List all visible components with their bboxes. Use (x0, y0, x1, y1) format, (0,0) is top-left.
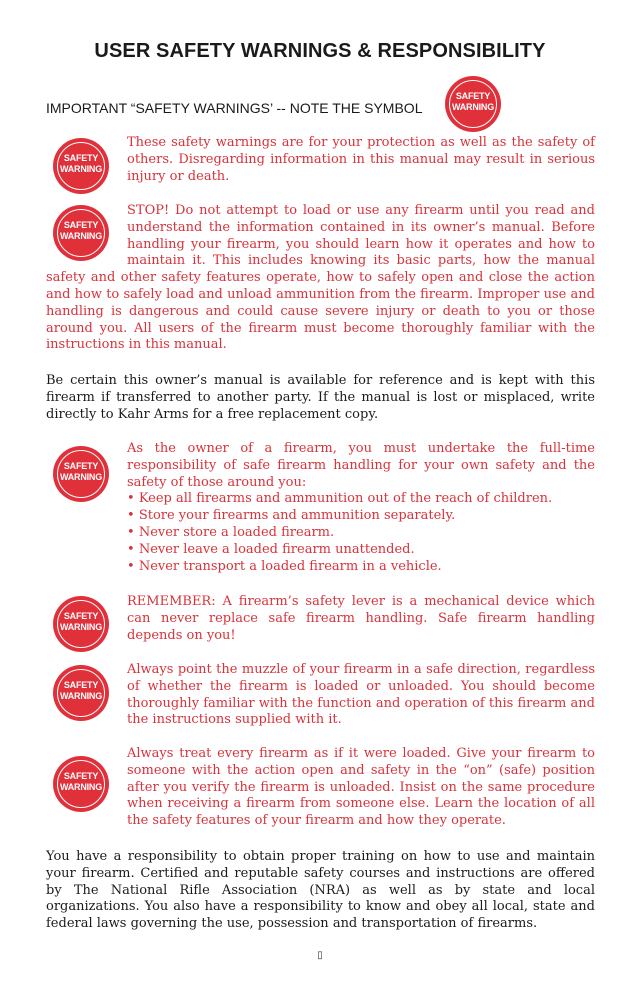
seal-line1: SAFETY (63, 461, 99, 471)
seal-line2: WARNING (451, 102, 495, 112)
seal-spacer (46, 203, 127, 270)
seal-line1: SAFETY (63, 771, 99, 781)
warning-protection: These safety warnings are for your protection as well as the safety of others. Disregarding information in this manual may result in serious injury or death. (127, 135, 595, 184)
manual-availability-note: Be certain this owner’s manual is available for reference and is kept with this firearm if transferred to another party. If the manual is lost or misplaced, write directly to Kahr Arms for a free replacement copy. (46, 373, 595, 422)
safety-warning-seal-icon (53, 446, 109, 502)
seal-line2: WARNING (59, 472, 103, 482)
safety-warning-seal-icon (53, 756, 109, 812)
warning-owner-intro: As the owner of a firearm, you must undertake the full-time responsibility of safe firearm handling for your own safety and the safety of those around you: (127, 441, 595, 490)
important-note: IMPORTANT “SAFETY WARNINGS’ -- NOTE THE SYMBOL (46, 100, 423, 116)
seal-line2: WARNING (59, 782, 103, 792)
page-number: ▯ (317, 950, 323, 961)
seal-line2: WARNING (59, 691, 103, 701)
warning-remember: REMEMBER: A firearm’s safety lever is a mechanical device which can never replace safe firearm handling. Safe firearm handling depends on you! (127, 594, 595, 643)
warning-treat-as-loaded: Always treat every firearm as if it were loaded. Give your firearm to someone with the action open and safety in the “on” (safe) position after you verify the firearm is unloaded. Insist on the same procedure when receiving a firearm from someone else. Learn the location of all the safety features of your firearm and how they operate. (127, 746, 595, 829)
seal-line1: SAFETY (63, 220, 99, 230)
safety-warning-seal-icon (53, 665, 109, 721)
list-item: • Never transport a loaded firearm in a vehicle. (127, 559, 595, 576)
warning-owner (127, 441, 595, 575)
safety-warning-seal-icon (445, 76, 501, 132)
warning-stop-text: STOP! Do not attempt to load or use any firearm until you read and understand the information contained in its owner’s manual. Before handling your firearm, you should learn how it operates and how to maintain it. This includes knowing its basic parts, how the manual safety and other safety features operate, how to safely open and close the action and how to safely load and unload ammunition from the firearm. Improper use and handling is dangerous and could cause severe injury or death to you or those around you. All users of the firearm must become thoroughly familiar with the instructions in this manual. (46, 203, 595, 353)
seal-line1: SAFETY (63, 680, 99, 690)
seal-line2: WARNING (59, 622, 103, 632)
safety-warning-seal-icon (53, 596, 109, 652)
seal-line1: SAFETY (63, 611, 99, 621)
seal-line2: WARNING (59, 164, 103, 174)
page-title: USER SAFETY WARNINGS & RESPONSIBILITY (94, 40, 546, 62)
warning-muzzle: Always point the muzzle of your firearm in a safe direction, regardless of whether the firearm is loaded or unloaded. You should become thoroughly familiar with the function and operation of this firearm and the instructions supplied with it. (127, 662, 595, 728)
seal-line1: SAFETY (455, 91, 491, 101)
seal-line1: SAFETY (63, 153, 99, 163)
list-item: • Store your firearms and ammunition separately. (127, 508, 595, 525)
warning-stop (46, 203, 595, 354)
list-item: • Never store a loaded firearm. (127, 525, 595, 542)
list-item: • Keep all firearms and ammunition out of the reach of children. (127, 491, 595, 508)
training-note: You have a responsibility to obtain proper training on how to use and maintain your firearm. Certified and reputable safety courses and instructions are offered by The National Rifle Association (NRA) as well as by state and local organizations. You also have a responsibility to know and obey all local, state and federal laws governing the use, possession and transportation of firearms. (46, 849, 595, 932)
safety-warning-seal-icon (53, 138, 109, 194)
owner-bullet-list (127, 491, 595, 575)
seal-line2: WARNING (59, 231, 103, 241)
list-item: • Never leave a loaded firearm unattended. (127, 542, 595, 559)
